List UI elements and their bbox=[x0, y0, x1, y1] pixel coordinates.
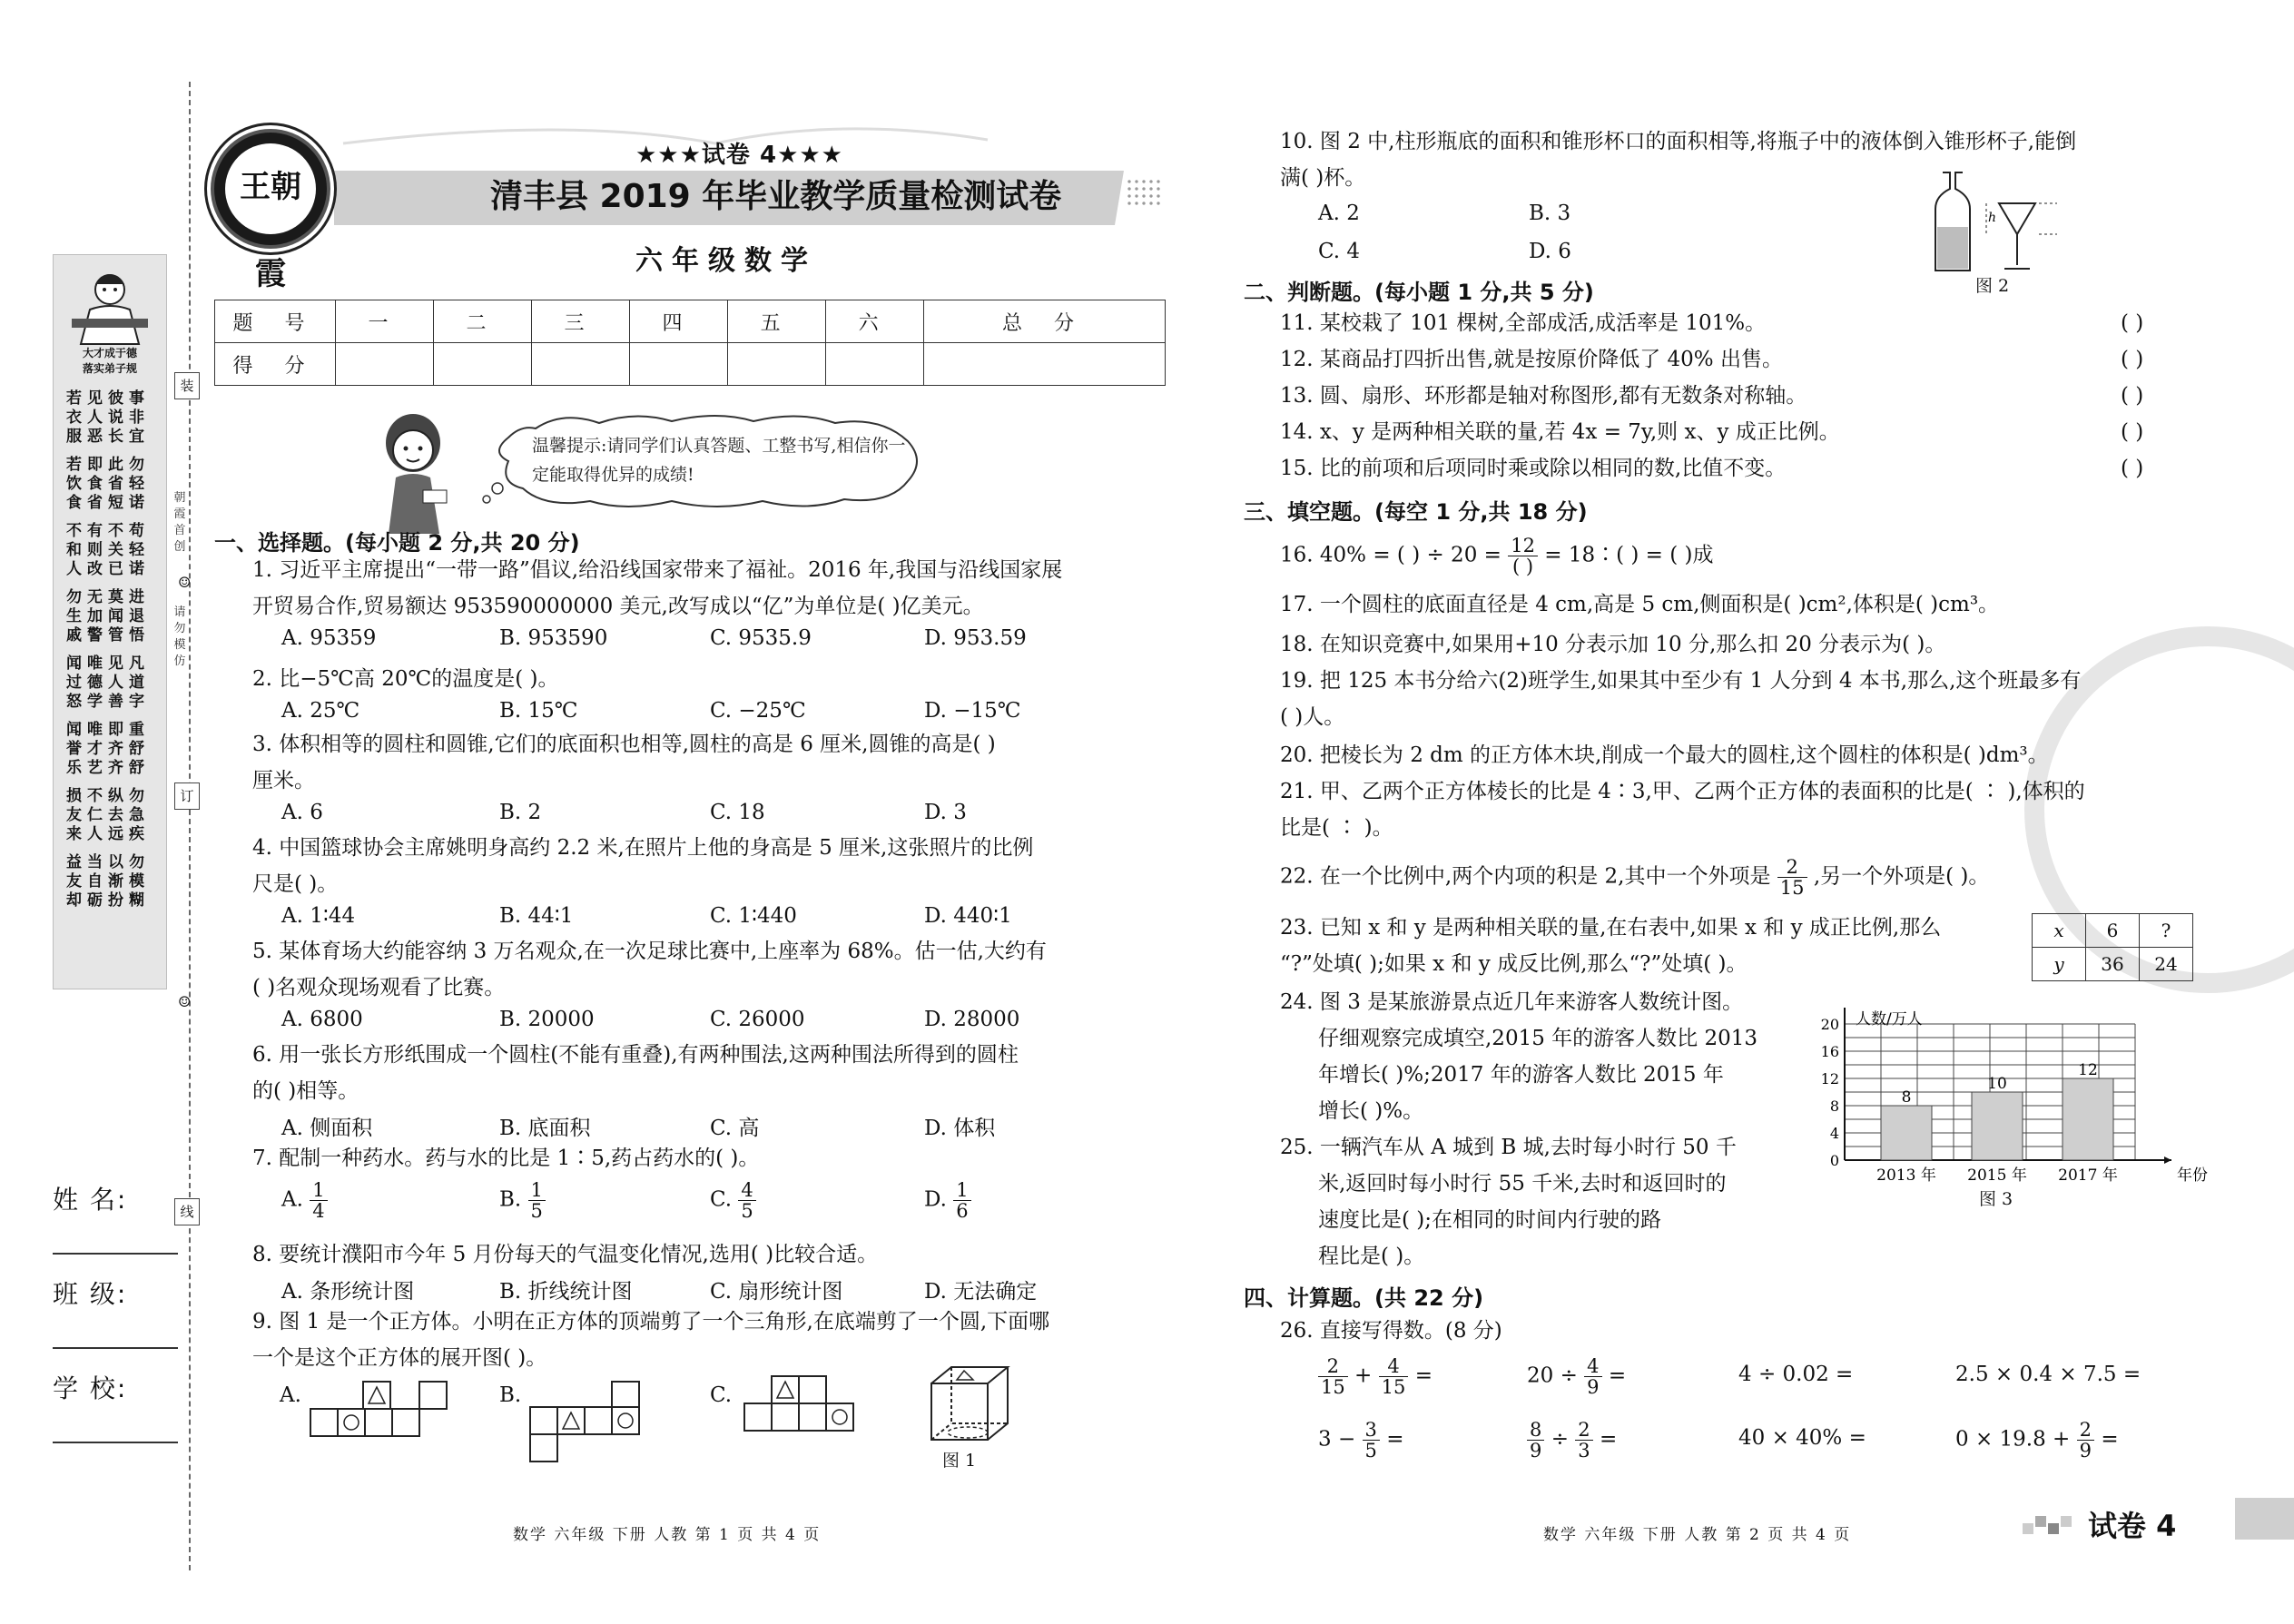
motto-line: 不有不苟 bbox=[66, 522, 150, 540]
question-23 bbox=[1280, 910, 1941, 982]
xy-table bbox=[2032, 913, 2193, 981]
motto-line: 勿无莫进 bbox=[66, 588, 150, 606]
score-table-col: 三 bbox=[532, 300, 630, 343]
numerator: 4 bbox=[738, 1180, 755, 1201]
calc-equals: = bbox=[1599, 1427, 1618, 1452]
motto-heading-line: 大才成于德 bbox=[82, 347, 137, 359]
motto-line: 若即此勿 bbox=[66, 456, 150, 474]
q22-part-a: 22. 在一个比例中,两个内项的积是 2,其中一个外项是 bbox=[1280, 864, 1771, 889]
x-axis-label: 年份 bbox=[2177, 1166, 2208, 1185]
x-category-label: 2017 年 bbox=[2058, 1166, 2118, 1185]
motto-line: 乐艺齐舒 bbox=[66, 759, 150, 777]
motto-lines bbox=[66, 389, 157, 920]
denominator: 15 bbox=[1381, 1376, 1406, 1398]
bar-value-label: 8 bbox=[1901, 1088, 1912, 1107]
calc-item bbox=[1955, 1420, 2119, 1461]
judge-answer-paren[interactable]: ( ) bbox=[2121, 420, 2144, 444]
q16-numerator: 12 bbox=[1508, 536, 1538, 556]
numerator: 2 bbox=[1318, 1356, 1348, 1377]
calc-fraction bbox=[1379, 1356, 1409, 1397]
vertical-note: 朝霞首创 bbox=[173, 491, 186, 554]
judge-answer-paren[interactable]: ( ) bbox=[2121, 311, 2144, 335]
motto-line: 食省短诺 bbox=[66, 494, 150, 512]
q5-option: C. 26000 bbox=[710, 1008, 805, 1031]
calc-text: 20 ÷ bbox=[1527, 1363, 1578, 1388]
q10-option: D. 6 bbox=[1529, 240, 1571, 263]
score-cell[interactable] bbox=[532, 343, 630, 386]
numerator: 1 bbox=[528, 1180, 546, 1201]
question-line: 厘米。 bbox=[252, 769, 315, 792]
q22-numerator: 2 bbox=[1777, 857, 1807, 878]
denominator: 3 bbox=[1578, 1440, 1590, 1462]
bar bbox=[1972, 1092, 2023, 1160]
judge-item: 13. 圆、扇形、环形都是轴对称图形,都有无数条对称轴。 bbox=[1280, 384, 1807, 408]
score-cell[interactable] bbox=[630, 343, 728, 386]
question-line: 满( )杯。 bbox=[1280, 166, 1366, 190]
calc-item bbox=[1527, 1420, 1617, 1461]
question-25 bbox=[1280, 1129, 1737, 1275]
bar-value-label: 12 bbox=[2078, 1061, 2098, 1079]
denominator: 9 bbox=[1587, 1376, 1600, 1398]
question-line: 程比是( )。 bbox=[1318, 1245, 1425, 1268]
calc-fraction bbox=[1363, 1420, 1380, 1461]
motto-line: 戚警管悟 bbox=[66, 626, 150, 645]
calc-fraction bbox=[2077, 1420, 2094, 1461]
section-3-heading: 三、填空题。(每空 1 分,共 18 分) bbox=[1244, 499, 1588, 525]
xy-cell: 24 bbox=[2140, 948, 2193, 981]
q4-option: C. 1∶440 bbox=[710, 904, 797, 928]
question-line: 比是( ∶ )。 bbox=[1280, 816, 1393, 840]
motto-line: 服恶长宜 bbox=[66, 428, 150, 446]
numerator: 2 bbox=[2077, 1420, 2094, 1441]
q3-option: B. 2 bbox=[499, 801, 542, 824]
school-label: 学 校: bbox=[53, 1373, 128, 1403]
q1-option: A. 95359 bbox=[281, 626, 377, 650]
calc-item bbox=[1738, 1356, 1853, 1393]
numerator: 1 bbox=[310, 1180, 327, 1201]
question-17: 17. 一个圆柱的底面直径是 4 cm,高是 5 cm,侧面积是( )cm²,体积是( )cm³。 bbox=[1280, 593, 2000, 616]
school-field[interactable] bbox=[53, 1442, 178, 1443]
question-5 bbox=[252, 933, 1047, 1006]
paper-number: ★★★试卷 4★★★ bbox=[635, 142, 843, 169]
xy-cell: 36 bbox=[2086, 948, 2140, 981]
motto-line: 闻唯见凡 bbox=[66, 655, 150, 673]
option-letter: B. bbox=[499, 1187, 522, 1212]
judge-item: 12. 某商品打四折出售,就是按原价降低了 40% 出售。 bbox=[1280, 348, 1783, 371]
q9-option-b-label: B. bbox=[499, 1383, 522, 1407]
calc-item bbox=[1738, 1420, 1866, 1456]
q4-option: A. 1∶44 bbox=[281, 904, 356, 928]
numerator: 8 bbox=[1527, 1420, 1544, 1441]
motto-line: 和则关轻 bbox=[66, 541, 150, 559]
question-line: 2. 比−5℃高 20℃的温度是( )。 bbox=[252, 667, 559, 691]
motto-line: 损不纵勿 bbox=[66, 787, 150, 805]
q4-option: D. 440∶1 bbox=[924, 904, 1012, 928]
numerator: 2 bbox=[1575, 1420, 1592, 1441]
calc-text: 3 − bbox=[1318, 1427, 1356, 1452]
judge-answer-paren[interactable]: ( ) bbox=[2121, 384, 2144, 408]
calc-item bbox=[1318, 1420, 1404, 1461]
tip-text: 温馨提示:请同学们认真答题、工整书写,相信你一定能取得优异的成绩! bbox=[532, 436, 906, 485]
question-2 bbox=[252, 661, 558, 697]
brand-bar bbox=[2235, 1498, 2294, 1540]
motto-line: 闻唯即重 bbox=[66, 721, 150, 739]
xy-cell: x bbox=[2033, 914, 2086, 948]
question-line: 21. 甲、乙两个正方体棱长的比是 4∶3,甲、乙两个正方体的表面积的比是( ∶ ),体积的 bbox=[1280, 780, 2085, 803]
section-1-heading: 一、选择题。(每小题 2 分,共 20 分) bbox=[214, 530, 580, 556]
bar-value-label: 10 bbox=[1987, 1075, 2007, 1093]
denominator: 9 bbox=[2079, 1440, 2092, 1462]
q7-option bbox=[924, 1180, 971, 1221]
fig2-h-label: h bbox=[1988, 211, 1997, 225]
q10-option: B. 3 bbox=[1529, 202, 1571, 225]
scholar-illustration bbox=[63, 262, 157, 346]
score-table-col: 一 bbox=[336, 300, 434, 343]
numerator: 1 bbox=[953, 1180, 970, 1201]
question-line: 23. 已知 x 和 y 是两种相关联的量,在右表中,如果 x 和 y 成正比例,那么 bbox=[1280, 916, 1942, 940]
q3-option: A. 6 bbox=[281, 801, 323, 824]
q1-option: B. 953590 bbox=[499, 626, 608, 650]
question-6 bbox=[252, 1037, 1019, 1109]
calc-equals: = bbox=[1414, 1363, 1433, 1388]
y-tick-label: 0 bbox=[1829, 1152, 1839, 1169]
calc-text: 40 × 40% = bbox=[1738, 1426, 1866, 1450]
q9-option-b-net bbox=[528, 1380, 665, 1471]
question-line: 25. 一辆汽车从 A 城到 B 城,去时每小时行 50 千 bbox=[1280, 1136, 1737, 1159]
calc-operator: + bbox=[1354, 1363, 1373, 1388]
question-line: 5. 某体育场大约能容纳 3 万名观众,在一次足球比赛中,上座率为 68%。估一估,大约有 bbox=[252, 940, 1047, 963]
question-24 bbox=[1280, 984, 1757, 1129]
score-table-col: 二 bbox=[434, 300, 532, 343]
footer-right: 数学 六年级 下册 人教 第 2 页 共 4 页 bbox=[1543, 1526, 1852, 1544]
fig1-caption: 图 1 bbox=[942, 1451, 977, 1471]
denominator: 5 bbox=[1364, 1440, 1377, 1462]
q8-option: D. 无法确定 bbox=[924, 1280, 1038, 1304]
question-line: 米,返回时每小时行 55 千米,去时和返回时的 bbox=[1318, 1172, 1727, 1196]
question-22 bbox=[1280, 857, 1989, 898]
question-line: 年增长( )%;2017 年的游客人数比 2015 年 bbox=[1318, 1063, 1724, 1087]
q9-option-a-label: A. bbox=[280, 1383, 301, 1407]
q10-option: A. 2 bbox=[1318, 202, 1360, 225]
denominator: 15 bbox=[1321, 1376, 1345, 1398]
numerator: 4 bbox=[1379, 1356, 1409, 1377]
q9-option-c-net bbox=[741, 1374, 859, 1440]
q16-part-a: 16. 40% = ( ) ÷ 20 = bbox=[1280, 543, 1501, 567]
q5-option: B. 20000 bbox=[499, 1008, 595, 1031]
motto-heading bbox=[59, 346, 161, 377]
question-line: 仔细观察完成填空,2015 年的游客人数比 2013 bbox=[1318, 1027, 1757, 1050]
smiley-icon: ☺ bbox=[178, 574, 192, 591]
option-letter: C. bbox=[710, 1187, 733, 1212]
question-line: 开贸易合作,贸易额达 953590000000 美元,改写成以“亿”为单位是( )亿美元。 bbox=[252, 595, 984, 618]
xy-cell: ? bbox=[2140, 914, 2193, 948]
motto-line: 过德人道 bbox=[66, 674, 150, 692]
calc-item bbox=[1318, 1356, 1433, 1397]
bar bbox=[2063, 1078, 2113, 1160]
question-line: ( )人。 bbox=[1280, 705, 1345, 729]
score-cell[interactable] bbox=[728, 343, 826, 386]
smiley-icon: ☺ bbox=[178, 993, 192, 1010]
denominator: 5 bbox=[530, 1200, 543, 1222]
motto-heading-line: 落实弟子规 bbox=[82, 362, 137, 375]
q6-option: C. 高 bbox=[710, 1117, 760, 1140]
score-cell[interactable] bbox=[336, 343, 434, 386]
q7-option bbox=[710, 1180, 756, 1221]
denominator: 4 bbox=[312, 1200, 325, 1222]
question-8 bbox=[252, 1236, 878, 1273]
motto-line: 誉才齐舒 bbox=[66, 740, 150, 758]
calc-operator: ÷ bbox=[1551, 1427, 1569, 1452]
judge-item: 15. 比的前项和后项同时乘或除以相同的数,比值不变。 bbox=[1280, 457, 1787, 480]
q7-option bbox=[281, 1180, 328, 1221]
q16-fraction bbox=[1508, 536, 1538, 576]
score-table-col: 四 bbox=[630, 300, 728, 343]
question-line: 增长( )%。 bbox=[1318, 1099, 1424, 1123]
option-letter: A. bbox=[281, 1187, 303, 1212]
question-line: ( )名观众现场观看了比赛。 bbox=[252, 976, 506, 999]
binding-mark: 线 bbox=[174, 1198, 200, 1225]
question-20: 20. 把棱长为 2 dm 的正方体木块,削成一个最大的圆柱,这个圆柱的体积是( )dm³。 bbox=[1280, 743, 2049, 767]
score-cell[interactable] bbox=[924, 343, 1166, 386]
motto-line: 友自渐模 bbox=[66, 872, 150, 891]
binding-dashed-line bbox=[189, 82, 191, 1570]
q7-option bbox=[499, 1180, 546, 1221]
judge-answer-paren[interactable]: ( ) bbox=[2121, 457, 2144, 480]
calc-equals: = bbox=[2101, 1427, 2119, 1452]
exam-title: 清丰县 2019 年毕业教学质量检测试卷 bbox=[490, 178, 1062, 215]
option-fraction bbox=[310, 1180, 327, 1221]
vertical-note: 请勿模仿 bbox=[173, 605, 186, 668]
calc-text: 2.5 × 0.4 × 7.5 = bbox=[1955, 1363, 2141, 1386]
motto-line: 饮食省轻 bbox=[66, 475, 150, 493]
y-axis-label: 人数/万人 bbox=[1856, 1010, 1923, 1029]
binding-mark: 装 bbox=[174, 372, 200, 399]
score-table bbox=[214, 300, 1166, 386]
brand-label: 试卷 4 bbox=[2088, 1509, 2177, 1543]
dot-pattern bbox=[1126, 178, 1162, 209]
question-line: 9. 图 1 是一个正方体。小明在正方体的顶端剪了一个三角形,在底端剪了一个圆,下面哪 bbox=[252, 1310, 1050, 1334]
y-tick-label: 20 bbox=[1820, 1016, 1839, 1033]
score-cell[interactable] bbox=[434, 343, 532, 386]
calc-item bbox=[1527, 1356, 1626, 1397]
question-line: “?”处填( );如果 x 和 y 成反比例,那么“?”处填( )。 bbox=[1280, 952, 1748, 976]
question-line: 7. 配制一种药水。药与水的比是 1∶5,药占药水的( )。 bbox=[252, 1147, 760, 1170]
student-info bbox=[53, 1180, 180, 1463]
y-tick-label: 4 bbox=[1829, 1125, 1839, 1142]
x-axis-arrow bbox=[2164, 1156, 2171, 1164]
question-1 bbox=[252, 552, 1062, 625]
fig1-cube bbox=[926, 1363, 1013, 1454]
q9-option-c-label: C. bbox=[710, 1383, 733, 1407]
q3-option: C. 18 bbox=[710, 801, 765, 824]
question-line: 3. 体积相等的圆柱和圆锥,它们的底面积也相等,圆柱的高是 6 厘米,圆锥的高是( ) bbox=[252, 733, 996, 756]
option-fraction bbox=[738, 1180, 755, 1221]
question-3 bbox=[252, 726, 996, 799]
binding-mark: 订 bbox=[174, 782, 200, 810]
q5-option: D. 28000 bbox=[924, 1008, 1020, 1031]
fig3-caption: 图 3 bbox=[1979, 1189, 2013, 1209]
q22-fraction bbox=[1777, 857, 1807, 898]
bar bbox=[1881, 1106, 1932, 1160]
numerator: 4 bbox=[1584, 1356, 1601, 1377]
fig2-bottle-and-glass bbox=[1930, 158, 2066, 276]
calc-text: 0 × 19.8 + bbox=[1955, 1427, 2071, 1452]
q1-option: D. 953.59 bbox=[924, 626, 1027, 650]
class-label: 班 级: bbox=[53, 1279, 128, 1309]
girl-illustration bbox=[363, 407, 463, 543]
question-7 bbox=[252, 1140, 759, 1176]
question-line: 10. 图 2 中,柱形瓶底的面积和锥形杯口的面积相等,将瓶子中的液体倒入锥形杯子,能倒 bbox=[1280, 130, 2077, 153]
motto-line: 益当以勿 bbox=[66, 853, 150, 871]
name-label: 姓 名: bbox=[53, 1185, 128, 1215]
motto-line: 衣人说非 bbox=[66, 408, 150, 427]
q2-option: B. 15℃ bbox=[499, 699, 578, 723]
q5-option: A. 6800 bbox=[281, 1008, 363, 1031]
q2-option: D. −15℃ bbox=[924, 699, 1021, 723]
brand-logo bbox=[211, 129, 330, 292]
calc-equals: = bbox=[1386, 1427, 1404, 1452]
calc-text: 4 ÷ 0.02 = bbox=[1738, 1363, 1854, 1386]
denominator: 6 bbox=[956, 1200, 969, 1222]
q2-option: C. −25℃ bbox=[710, 699, 806, 723]
question-line: 尺是( )。 bbox=[252, 872, 339, 896]
motto-line: 人改已诺 bbox=[66, 560, 150, 578]
score-table-col: 总 分 bbox=[924, 300, 1166, 343]
q8-option: B. 折线统计图 bbox=[499, 1280, 633, 1304]
fig2-caption: 图 2 bbox=[1975, 276, 2010, 296]
numerator: 3 bbox=[1363, 1420, 1380, 1441]
footer-left: 数学 六年级 下册 人教 第 1 页 共 4 页 bbox=[513, 1526, 822, 1544]
question-line: 速度比是( );在相同的时间内行驶的路 bbox=[1318, 1208, 1662, 1232]
q1-option: C. 9535.9 bbox=[710, 626, 812, 650]
score-table-col: 五 bbox=[728, 300, 826, 343]
judge-item: 11. 某校栽了 101 棵树,全部成活,成活率是 101%。 bbox=[1280, 311, 1767, 335]
xy-cell: 6 bbox=[2086, 914, 2140, 948]
calc-fraction bbox=[1527, 1420, 1544, 1461]
q10-option: C. 4 bbox=[1318, 240, 1361, 263]
y-tick-label: 16 bbox=[1820, 1043, 1839, 1060]
section-2-heading: 二、判断题。(每小题 1 分,共 5 分) bbox=[1244, 280, 1594, 305]
judge-answer-paren[interactable]: ( ) bbox=[2121, 348, 2144, 371]
question-line: 的( )相等。 bbox=[252, 1079, 359, 1103]
section-4-heading: 四、计算题。(共 22 分) bbox=[1244, 1285, 1484, 1311]
question-line: 一个是这个正方体的展开图( )。 bbox=[252, 1346, 547, 1370]
denominator: 9 bbox=[1530, 1440, 1542, 1462]
q8-option: C. 扇形统计图 bbox=[710, 1280, 843, 1304]
calc-item bbox=[1955, 1356, 2141, 1393]
question-line: 4. 中国篮球协会主席姚明身高约 2.2 米,在照片上他的身高是 5 厘米,这张照片的比例 bbox=[252, 836, 1034, 860]
motto-line: 若见彼事 bbox=[66, 389, 150, 408]
logo-text: 王朝霞 bbox=[240, 169, 301, 292]
score-row-label: 得 分 bbox=[215, 343, 336, 386]
motto-line: 友仁去急 bbox=[66, 806, 150, 824]
option-letter: D. bbox=[924, 1187, 947, 1212]
judge-item: 14. x、y 是两种相关联的量,若 4x = 7y,则 x、y 成正比例。 bbox=[1280, 420, 1840, 444]
q2-option: A. 25℃ bbox=[281, 699, 360, 723]
q6-option: B. 底面积 bbox=[499, 1117, 591, 1140]
motto-panel bbox=[53, 254, 167, 989]
q22-part-b: ,另一个外项是( )。 bbox=[1813, 864, 1990, 889]
xy-cell: y bbox=[2033, 948, 2086, 981]
motto-line: 生加闻退 bbox=[66, 607, 150, 625]
question-19 bbox=[1280, 663, 2081, 735]
denominator: 5 bbox=[741, 1200, 753, 1222]
x-category-label: 2015 年 bbox=[1967, 1166, 2027, 1185]
option-fraction bbox=[528, 1180, 546, 1221]
motto-line: 却砺扮糊 bbox=[66, 891, 150, 910]
q16-denominator: ( ) bbox=[1512, 556, 1534, 577]
question-16 bbox=[1280, 536, 1714, 576]
question-line: 6. 用一张长方形纸围成一个圆柱(不能有重叠),有两种围法,这两种围法所得到的圆柱 bbox=[252, 1043, 1019, 1067]
q16-part-b: = 18∶( ) = ( )成 bbox=[1544, 543, 1714, 567]
score-table-header: 题 号 bbox=[215, 300, 336, 343]
class-field[interactable] bbox=[53, 1347, 178, 1349]
x-category-label: 2013 年 bbox=[1876, 1166, 1936, 1185]
brand-squares bbox=[2021, 1509, 2081, 1536]
q22-denominator: 15 bbox=[1779, 877, 1805, 899]
question-26: 26. 直接写得数。(8 分) bbox=[1280, 1319, 1502, 1343]
question-line: 24. 图 3 是某旅游景点近几年来游客人数统计图。 bbox=[1280, 990, 1744, 1014]
score-table-col: 六 bbox=[826, 300, 924, 343]
q6-option: A. 侧面积 bbox=[281, 1117, 373, 1140]
q6-option: D. 体积 bbox=[924, 1117, 996, 1140]
motto-line: 来人远疾 bbox=[66, 825, 150, 843]
q4-option: B. 44∶1 bbox=[499, 904, 574, 928]
question-line: 1. 习近平主席提出“一带一路”倡议,给沿线国家带来了福祉。2016 年,我国与沿线国家展 bbox=[252, 558, 1063, 582]
y-tick-label: 12 bbox=[1820, 1070, 1839, 1088]
calc-fraction bbox=[1584, 1356, 1601, 1397]
motto-line: 怒学善字 bbox=[66, 693, 150, 711]
calc-fraction bbox=[1318, 1356, 1348, 1397]
q9-option-a-net bbox=[309, 1380, 472, 1445]
question-4 bbox=[252, 830, 1033, 902]
calc-equals: = bbox=[1608, 1363, 1627, 1388]
name-field[interactable] bbox=[53, 1253, 178, 1255]
option-fraction bbox=[953, 1180, 970, 1221]
question-line: 8. 要统计濮阳市今年 5 月份每天的气温变化情况,选用( )比较合适。 bbox=[252, 1243, 879, 1266]
exam-subtitle: 六年级数学 bbox=[635, 245, 817, 277]
question-line: 19. 把 125 本书分给六(2)班学生,如果其中至少有 1 人分到 4 本书,那么,这个班最多有 bbox=[1280, 669, 2082, 693]
score-cell[interactable] bbox=[826, 343, 924, 386]
y-tick-label: 8 bbox=[1829, 1097, 1839, 1115]
calc-fraction bbox=[1575, 1420, 1592, 1461]
question-18: 18. 在知识竞赛中,如果用+10 分表示加 10 分,那么扣 20 分表示为( )。 bbox=[1280, 633, 1946, 656]
q3-option: D. 3 bbox=[924, 801, 967, 824]
q8-option: A. 条形统计图 bbox=[281, 1280, 415, 1304]
question-21 bbox=[1280, 773, 2085, 846]
